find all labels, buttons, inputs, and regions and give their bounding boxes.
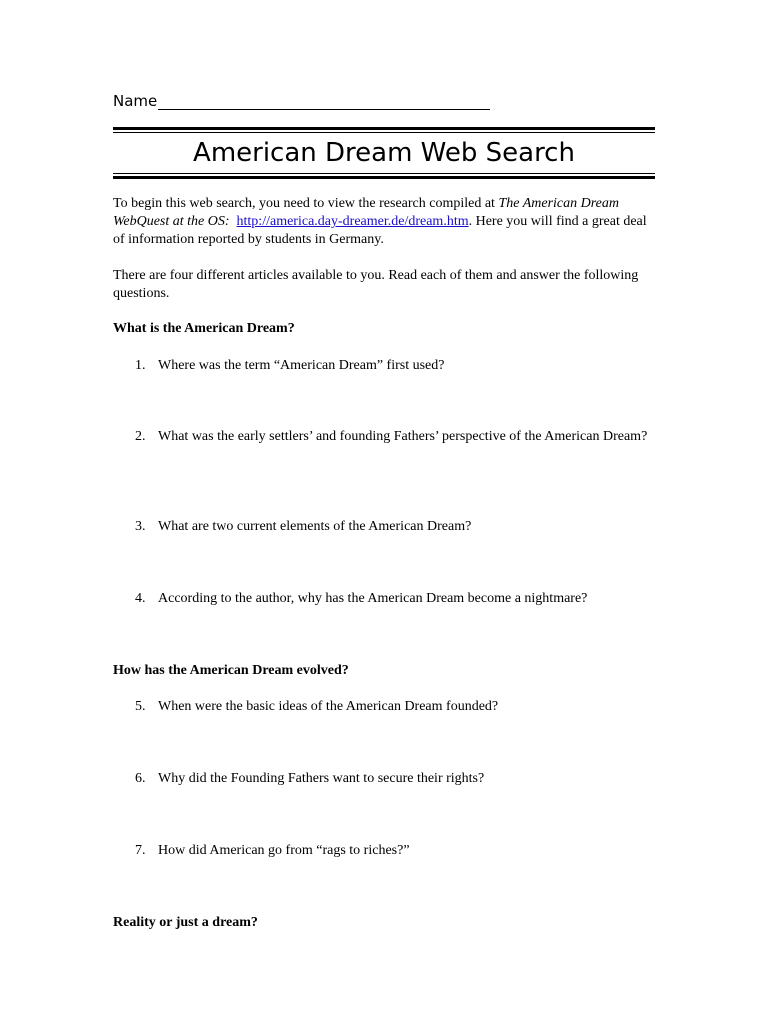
question-number: 5.: [135, 699, 146, 714]
question-text: Why did the Founding Fathers want to secure their rights?: [158, 771, 485, 786]
name-field: [113, 92, 490, 110]
section-heading-3: Reality or just a dream?: [113, 915, 258, 930]
intro-content: [113, 195, 653, 303]
title-block: [113, 127, 655, 179]
section-heading-1: What is the American Dream?: [113, 321, 295, 336]
name-label: Name: [113, 92, 158, 110]
question-number: 2.: [135, 429, 146, 444]
question-number: 6.: [135, 771, 146, 786]
question-text: When were the basic ideas of the American Dream founded?: [158, 699, 499, 714]
question-item: [135, 518, 655, 536]
question-text: How did American go from “rags to riches?”: [158, 843, 410, 858]
question-item: [135, 842, 655, 860]
title-bottom-thin-rule: [113, 173, 655, 174]
question-text: What are two current elements of the American Dream?: [158, 519, 472, 534]
page-title: American Dream Web Search: [193, 138, 575, 168]
question-item: [135, 590, 655, 608]
name-blank-line: [158, 93, 490, 110]
question-text: Where was the term “American Dream” first used?: [158, 358, 445, 373]
question-number: 4.: [135, 591, 146, 606]
source-link[interactable]: http://america.day-dreamer.de/dream.htm: [236, 214, 469, 229]
title-top-thick-rule: [113, 127, 655, 130]
intro-paragraph: [113, 195, 653, 249]
intro-text-1: To begin this web search, you need to view the research compiled at: [113, 196, 499, 211]
question-number: 7.: [135, 843, 146, 858]
instructions-paragraph: There are four different articles available to you. Read each of them and answer the following questions.: [113, 268, 639, 301]
section-heading-2: How has the American Dream evolved?: [113, 663, 349, 678]
intro-text-2: . Here you will find a great deal of information reported by students in Germany.: [113, 214, 647, 247]
question-item: [135, 357, 655, 375]
intro-source-title: The American Dream WebQuest at the OS:: [113, 196, 619, 229]
question-number: 1.: [135, 358, 146, 373]
question-text: According to the author, why has the American Dream become a nightmare?: [158, 591, 588, 606]
question-item: [135, 428, 655, 446]
question-item: [135, 770, 655, 788]
title-bottom-thick-rule: [113, 176, 655, 179]
question-number: 3.: [135, 519, 146, 534]
question-text: What was the early settlers’ and founding Fathers’ perspective of the American Dream?: [158, 429, 648, 444]
question-item: [135, 698, 655, 716]
